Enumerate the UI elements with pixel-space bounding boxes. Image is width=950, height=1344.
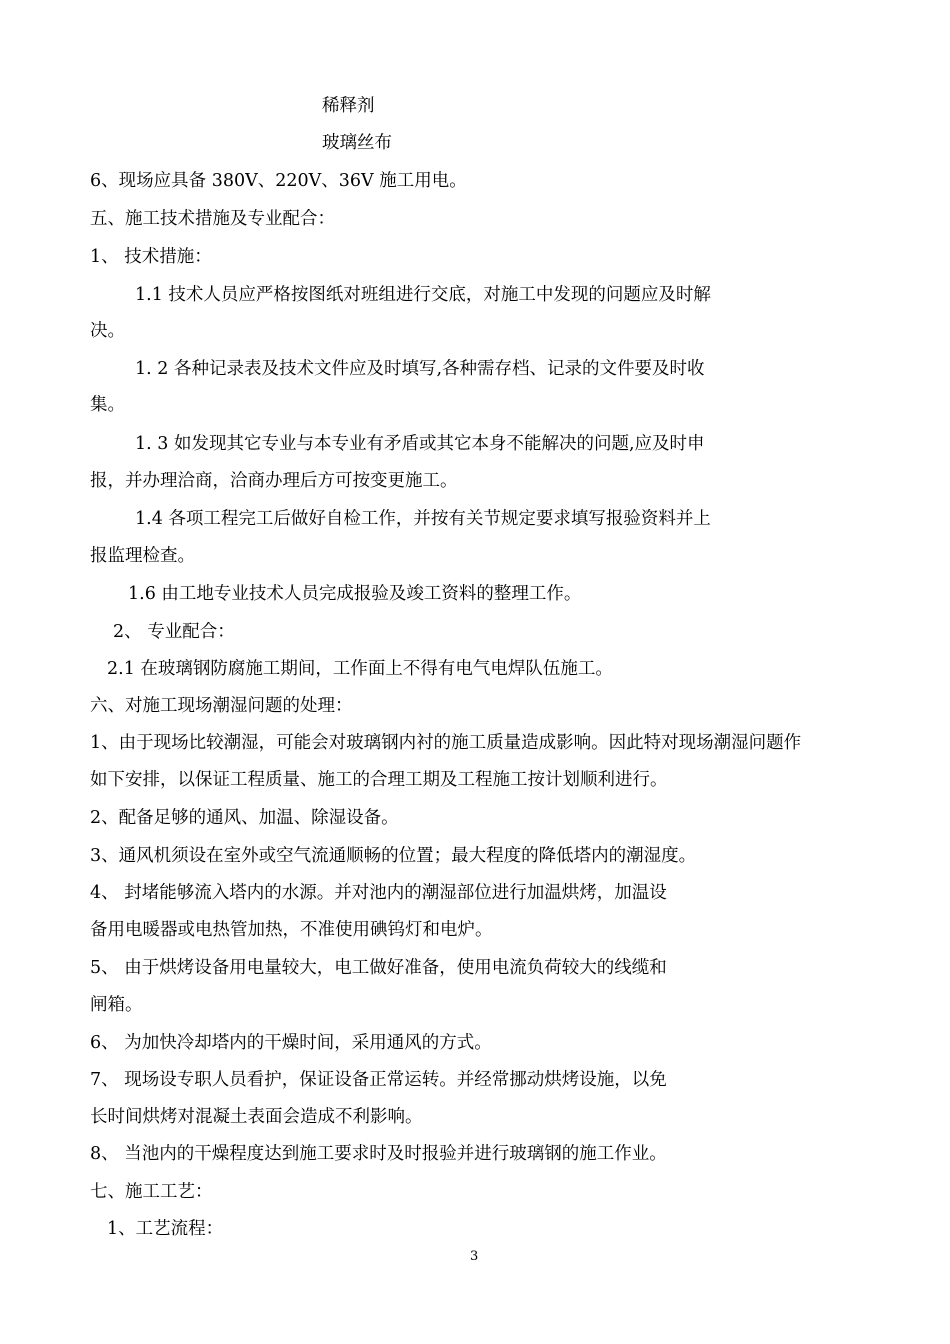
text-line: 稀释剂 <box>322 96 375 116</box>
section-heading: 六、对施工现场潮湿问题的处理： <box>90 696 353 716</box>
subsection-heading: 1、 技术措施： <box>90 247 212 267</box>
text-line: 1.6 由工地专业技术人员完成报验及竣工资料的整理工作。 <box>128 584 582 604</box>
text-line: 闸箱。 <box>90 995 143 1015</box>
text-line: 1.4 各项工程完工后做好自检工作，并按有关节规定要求填写报验资料并上 <box>135 509 711 529</box>
section-heading: 五、施工技术措施及专业配合： <box>90 209 335 229</box>
text-line: 决。 <box>90 321 125 341</box>
text-line: 1、由于现场比较潮湿，可能会对玻璃钢内衬的施工质量造成影响。因此特对现场潮湿问题作 <box>90 733 802 753</box>
text-line: 6、现场应具备 380V、220V、36V 施工用电。 <box>90 171 467 191</box>
text-line: 玻璃丝布 <box>322 133 392 153</box>
text-line: 如下安排，以保证工程质量、施工的合理工期及工程施工按计划顺利进行。 <box>90 770 668 790</box>
subsection-heading: 2、 专业配合： <box>113 622 235 642</box>
text-line: 长时间烘烤对混凝土表面会造成不利影响。 <box>90 1107 423 1127</box>
text-line: 6、 为加快冷却塔内的干燥时间，采用通风的方式。 <box>90 1033 492 1053</box>
text-line: 报监理检查。 <box>90 546 195 566</box>
text-line: 1. 2 各种记录表及技术文件应及时填写,各种需存档、记录的文件要及时收 <box>135 359 705 379</box>
text-line: 7、 现场设专职人员看护，保证设备正常运转。并经常挪动烘烤设施，以免 <box>90 1070 667 1090</box>
text-line: 集。 <box>90 395 125 415</box>
text-line: 2.1 在玻璃钢防腐施工期间，工作面上不得有电气电焊队伍施工。 <box>107 659 613 679</box>
text-line: 报，并办理洽商，洽商办理后方可按变更施工。 <box>90 471 458 491</box>
page-number: 3 <box>470 1249 479 1264</box>
text-line: 5、 由于烘烤设备用电量较大，电工做好准备，使用电流负荷较大的线缆和 <box>90 958 667 978</box>
subsection-heading: 1、工艺流程： <box>107 1219 224 1239</box>
section-heading: 七、施工工艺： <box>90 1182 213 1202</box>
text-line: 备用电暖器或电热管加热，不准使用碘钨灯和电炉。 <box>90 920 493 940</box>
text-line: 1.1 技术人员应严格按图纸对班组进行交底，对施工中发现的问题应及时解 <box>135 285 711 305</box>
text-line: 3、通风机须设在室外或空气流通顺畅的位置；最大程度的降低塔内的潮湿度。 <box>90 846 697 866</box>
text-line: 8、 当池内的干燥程度达到施工要求时及时报验并进行玻璃钢的施工作业。 <box>90 1144 667 1164</box>
text-line: 2、配备足够的通风、加温、除湿设备。 <box>90 808 399 828</box>
text-line: 4、 封堵能够流入塔内的水源。并对池内的潮湿部位进行加温烘烤，加温设 <box>90 883 667 903</box>
text-line: 1. 3 如发现其它专业与本专业有矛盾或其它本身不能解决的问题,应及时申 <box>135 434 705 454</box>
